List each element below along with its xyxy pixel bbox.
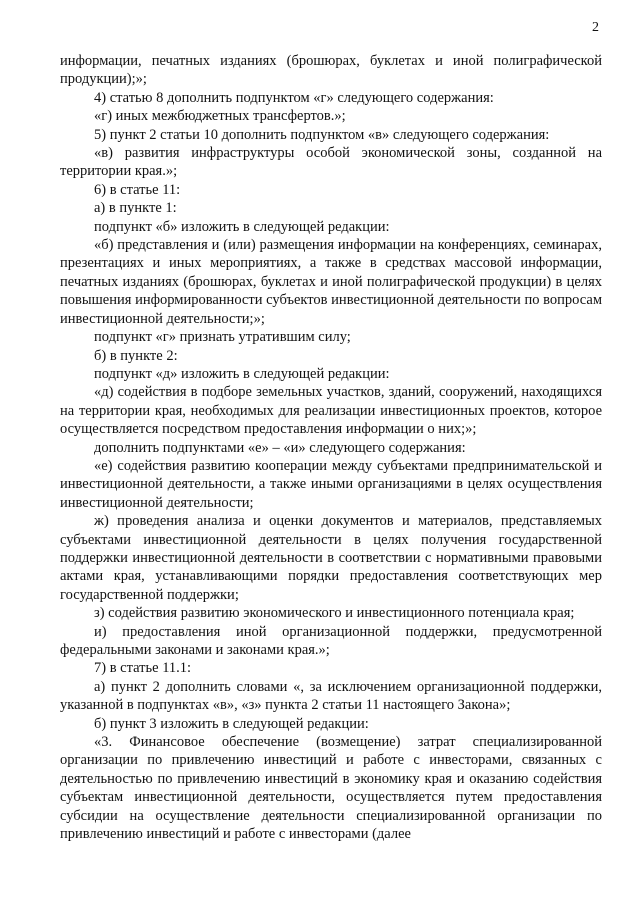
paragraph: 7) в статье 11.1: [94,660,192,677]
paragraph: подпункт «г» признать утратившим силу; [94,329,351,346]
paragraph: и) предоставления иной организационной поддержки, предусмотренной федеральными законами и законами края.»; [60,623,602,658]
paragraph: «д) содействия в подборе земельных участков, зданий, сооружений, находящихся на территории края, необходимых для реализации инвестиционных проектов, которое осуществляется посредством предоставления информации о них;»; [60,384,602,438]
paragraph: ж) проведения анализа и оценки документов и материалов, представляемых субъектами инвестиционной деятельности в целях получения государственной поддержки инвестиционной деятельности в соответствии с нормативными правовыми актами края, устанавливающими порядки предоставления соответствующих мер государственной поддержки; [60,513,602,603]
paragraph: «г) иных межбюджетных трансфертов.»; [94,108,346,125]
paragraph: дополнить подпунктами «е» – «и» следующего содержания: [94,439,466,456]
paragraph: а) в пункте 1: [94,200,177,217]
paragraph: б) в пункте 2: [94,347,178,364]
paragraph: подпункт «б» изложить в следующей редакции: [94,218,390,235]
paragraph: подпункт «д» изложить в следующей редакции: [94,365,390,382]
paragraph: 6) в статье 11: [94,181,181,198]
document-body [60,52,602,843]
paragraph: 5) пункт 2 статьи 10 дополнить подпунктом «в» следующего содержания: [94,126,550,143]
paragraph: «3. Финансовое обеспечение (возмещение) затрат специализированной организации по привлечению инвестиций и работе с инвесторами, связанных с деятельностью по привлечению инвестиций в экономику края и оказанию содействия субъектам инвестиционной деятельности, осуществляется путем предоставления субсидии на осуществление деятельности специализированной организации по привлечению инвестиций и работе с инвесторами (далее [60,734,602,843]
paragraph: 4) статью 8 дополнить подпунктом «г» следующего содержания: [94,89,494,106]
paragraph: б) пункт 3 изложить в следующей редакции: [94,715,369,732]
paragraph: з) содействия развитию экономического и инвестиционного потенциала края; [94,605,575,622]
page-number: 2 [592,20,599,35]
paragraph: «б) представления и (или) размещения информации на конференциях, семинарах, презентациях и иных мероприятиях, а также в средствах массовой информации, печатных изданиях (брошюрах, буклетах и иной полиграфической продукции) в целях повышения информированности субъектов инвестиционной деятельности по вопросам инвестиционной деятельности;»; [60,237,602,327]
paragraph: «в) развития инфраструктуры особой экономической зоны, созданной на территории края.»; [60,145,602,180]
paragraph: информации, печатных изданиях (брошюрах, буклетах и иной полиграфической продукции);»; [60,53,602,88]
paragraph: «е) содействия развитию кооперации между субъектами предпринимательской и инвестиционной деятельности, а также иными организациями в целях осуществления инвестиционной деятельности; [60,457,602,511]
paragraph: а) пункт 2 дополнить словами «, за исключением организационной поддержки, указанной в подпунктах «в», «з» пункта 2 статьи 11 настоящего Закона»; [60,678,602,714]
